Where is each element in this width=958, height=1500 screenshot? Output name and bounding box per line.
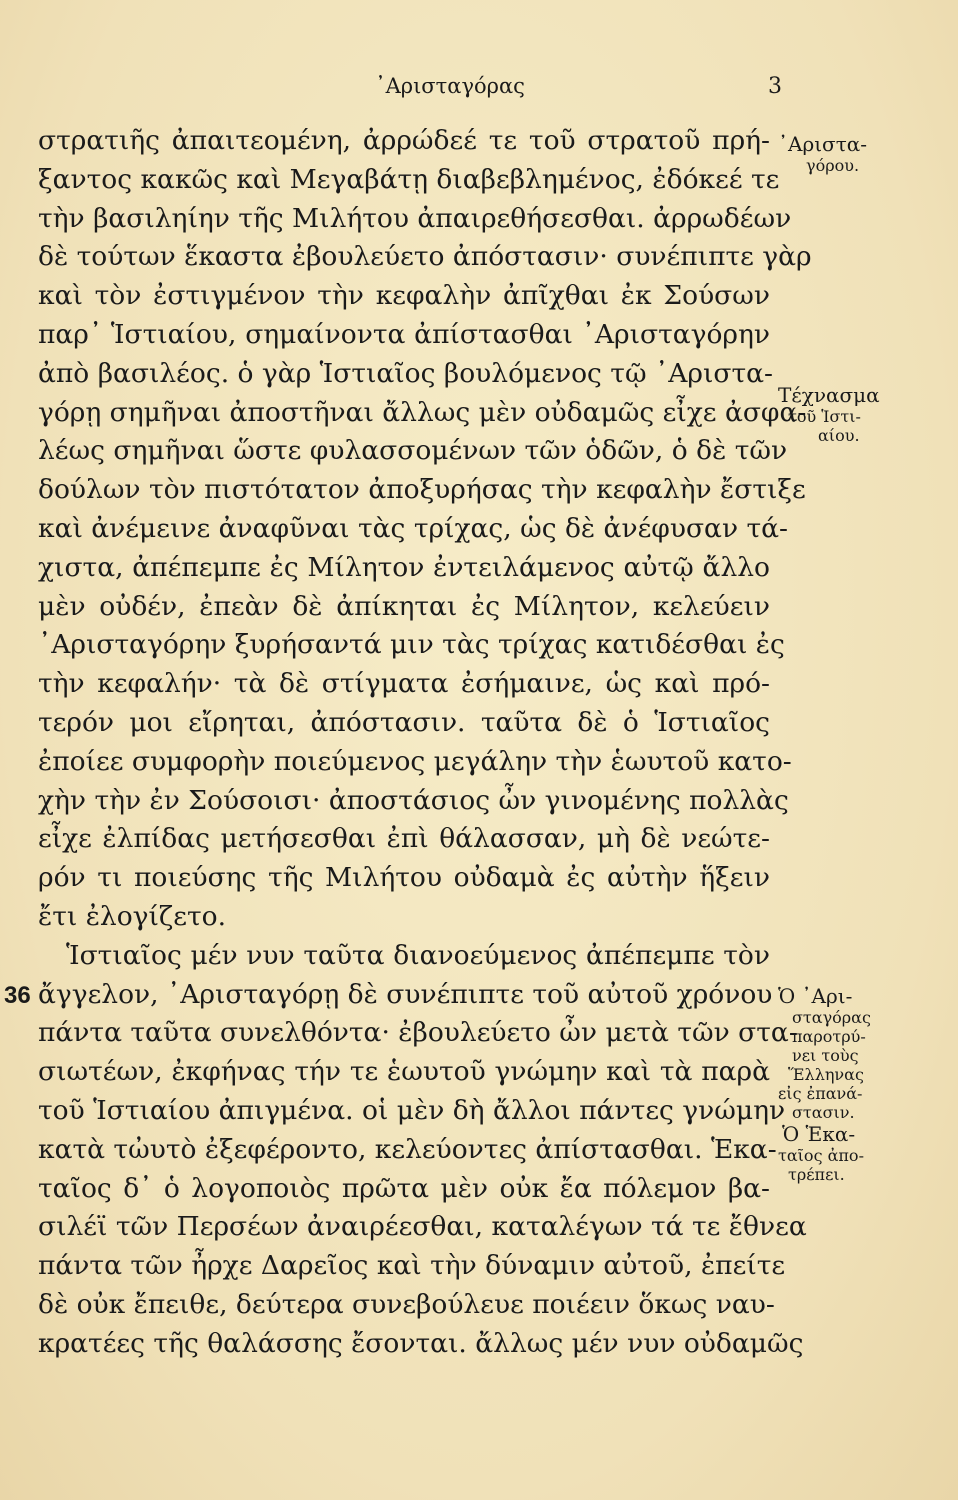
text-line: Ἱστιαῖος μέν νυν ταῦτα διανοεύμενος ἀπέπεμπε τὸν [66,939,770,971]
text-line: δούλων τὸν πιστότατον ἀποξυρήσας τὴν κεφαλὴν ἔστιξε [38,474,806,506]
text-line: δὲ οὐκ ἔπειθε, δεύτερα συνεβούλευε ποιέειν ὅκως ναυ- [38,1288,775,1320]
text-line: καὶ τὸν ἐστιγμένον τὴν κεφαλὴν ἀπῖχθαι ἐκ Σούσων [38,280,770,312]
sidenote-line: αίου. [818,426,860,445]
main-text-block [38,122,812,1364]
sidenote-line: ᾽Αριστα- [778,132,868,156]
section-number: 36 [4,982,31,1009]
text-line: παρ᾽ Ἱστιαίου, σημαίνοντα ἀπίστασθαι ᾽Αρισταγόρην [38,318,770,350]
sidenote-line: ταῖος ἀπο- [778,1146,864,1165]
sidenote-line: στασιν. [792,1103,855,1122]
text-line: τὴν κεφαλήν· τὰ δὲ στίγματα ἐσήμαινε, ὡς καὶ πρό- [38,668,770,700]
sidenote-aristagoras-hecataeus [778,984,958,1184]
text-line: χὴν τὴν ἐν Σούσοισι· ἀποστάσιος ὦν γινομένης πολλὰς [38,784,789,816]
sidenote-line: Ὁ ᾽Αρι- [778,984,853,1008]
text-line: ἀπὸ βασιλέος. ὁ γὰρ Ἱστιαῖος βουλόμενος τῷ ᾽Αριστα- [38,357,773,389]
text-line: ἐποίεε συμφορὴν ποιεύμενος μεγάλην τὴν ἑωυτοῦ κατο- [38,745,792,777]
sidenote-line: τρέπει. [788,1165,845,1184]
text-line: σιλέϊ τῶν Περσέων ἀναιρέεσθαι, καταλέγων τά τε ἔθνεα [38,1211,807,1243]
text-line: μὲν οὐδέν, ἐπεὰν δὲ ἀπίκηται ἐς Μίλητον, κελεύειν [38,590,770,622]
sidenote-line: νει τοὺς [792,1046,859,1065]
text-line: εἶχε ἐλπίδας μετήσεσθαι ἐπὶ θάλασσαν, μὴ δὲ νεώτε- [38,823,770,855]
sidenote-aristagoras [778,132,958,175]
text-line: κρατέες τῆς θαλάσσης ἔσονται. ἄλλως μέν νυν οὐδαμῶς [38,1327,804,1359]
text-line: σιωτέων, ἐκφήνας τήν τε ἑωυτοῦ γνώμην καὶ τὰ παρὰ [38,1056,770,1088]
running-header-title: ᾽Αρισταγόρας [375,74,525,98]
sidenote-histiaeus-trick [778,383,958,445]
sidenote-line: παροτρύ- [792,1027,866,1046]
text-line: τοῦ Ἱστιαίου ἀπιγμένα. οἱ μὲν δὴ ἄλλοι πάντες γνώμην [38,1094,786,1126]
text-line: τερόν μοι εἴρηται, ἀπόστασιν. ταῦτα δὲ ὁ Ἱστιαῖος [38,706,770,738]
text-line: γόρῃ σημῆναι ἀποστῆναι ἄλλως μὲν οὐδαμῶς εἶχε ἀσφα- [38,396,807,428]
sidenote-line: Ὁ Ἑκα- [782,1122,856,1146]
sidenote-line: Τέχνασμα [778,383,880,407]
text-line: πάντα ταῦτα συνελθόντα· ἐβουλεύετο ὦν μετὰ τῶν στα- [38,1017,798,1049]
text-line: ᾽Αρισταγόρην ξυρήσαντά μιν τὰς τρίχας κατιδέσθαι ἐς [38,629,785,661]
text-line: δὲ τούτων ἕκαστα ἐβουλεύετο ἀπόστασιν· συνέπιπτε γὰρ [38,241,812,273]
text-line: ρόν τι ποιεύσης τῆς Μιλήτου οὐδαμὰ ἐς αὐτὴν ἥξειν [38,862,770,894]
text-line: ξαντος κακῶς καὶ Μεγαβάτῃ διαβεβλημένος, ἐδόκεέ τε [38,163,780,195]
text-line: καὶ ἀνέμεινε ἀναφῦναι τὰς τρίχας, ὡς δὲ ἀνέφυσαν τά- [38,512,788,544]
text-line: λέως σημῆναι ὥστε φυλασσομένων τῶν ὁδῶν, ὁ δὲ τῶν [38,435,788,467]
text-line: κατὰ τὠυτὸ ἐξεφέροντο, κελεύοντες ἀπίστασθαι. Ἑκα- [38,1133,777,1165]
text-line: ἔτι ἐλογίζετο. [38,900,227,932]
text-line: τὴν βασιληίην τῆς Μιλήτου ἀπαιρεθήσεσθαι. ἀρρωδέων [38,202,792,234]
sidenote-line: σταγόρας [792,1008,871,1027]
text-line: χιστα, ἀπέπεμπε ἐς Μίλητον ἐντειλάμενος αὐτῷ ἄλλο [38,551,770,583]
text-line: ἄγγελον, ᾽Αρισταγόρῃ δὲ συνέπιπτε τοῦ αὐτοῦ χρόνου [38,978,773,1010]
page-number: 3 [768,74,782,99]
sidenote-line: τοῦ Ἱστι- [788,407,861,426]
text-line: πάντα τῶν ἦρχε Δαρεῖος καὶ τὴν δύναμιν αὐτοῦ, ἐπείτε [38,1250,786,1282]
text-line: ταῖος δ᾽ ὁ λογοποιὸς πρῶτα μὲν οὐκ ἔα πόλεμον βα- [38,1172,770,1204]
sidenote-line: γόρου. [806,156,860,175]
text-line: στρατιῆς ἀπαιτεομένη, ἀρρώδεέ τε τοῦ στρατοῦ πρή- [38,125,770,156]
sidenote-line: Ἕλληνας [788,1065,864,1084]
sidenote-line: εἰς ἐπανά- [778,1084,863,1103]
